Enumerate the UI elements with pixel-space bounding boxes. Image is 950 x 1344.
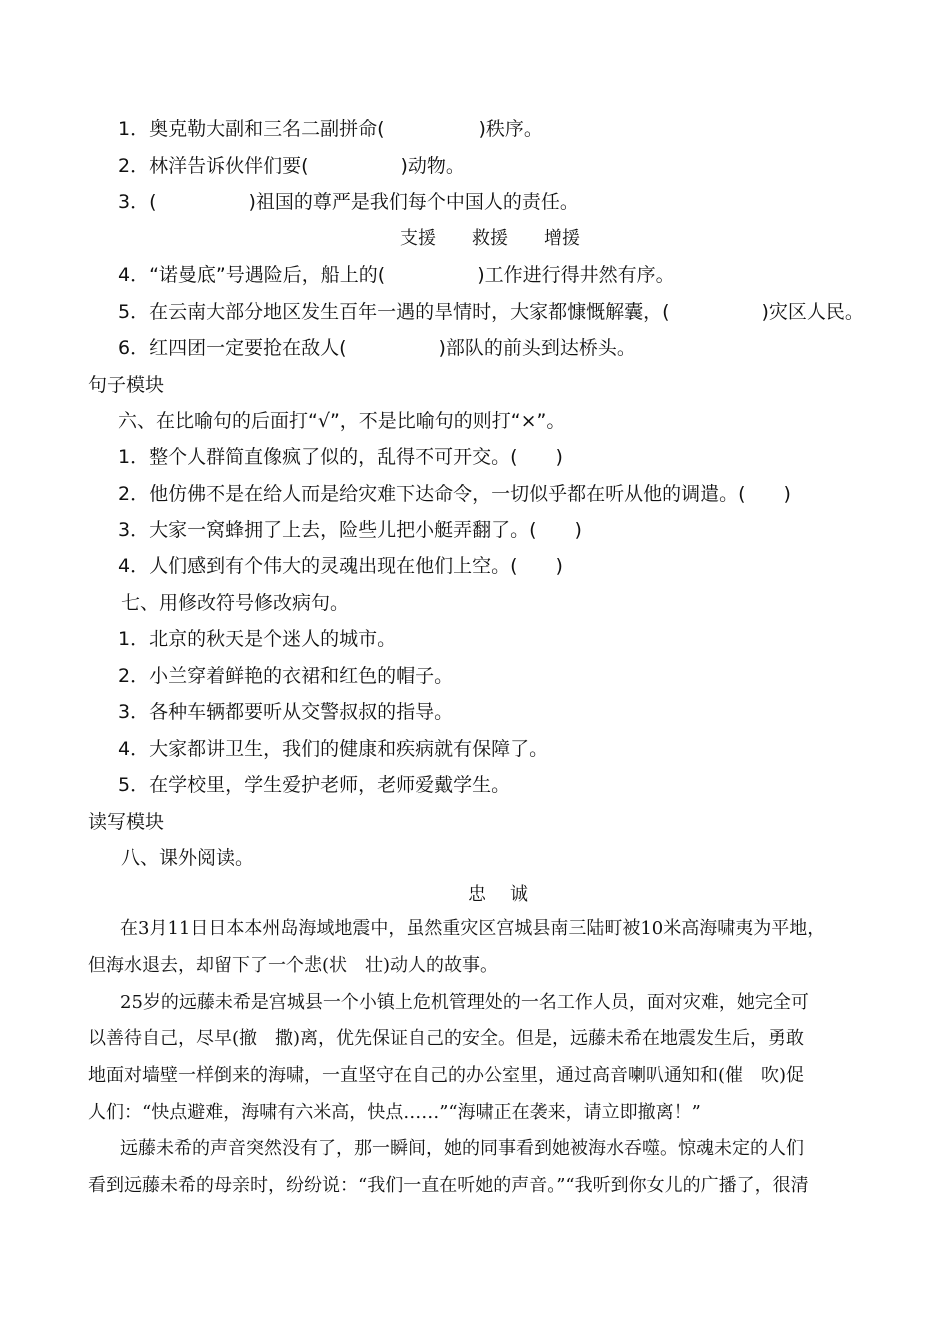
- item-text-before: 奥克勒大副和三名二副拼命(: [149, 118, 385, 140]
- item-text-before: 在云南大部分地区发生百年一遇的旱情时，大家都慷慨解囊，(: [149, 301, 670, 323]
- item-text: 大家都讲卫生，我们的健康和疾病就有保障了。: [149, 738, 549, 760]
- question-heading: 八、课外阅读。: [121, 847, 255, 869]
- article-line: 以善待自己，尽早(撤 撒)离，优先保证自己的安全。但是，远藤未希在地震发生后，勇敢: [88, 1028, 805, 1049]
- item-number: 1．: [118, 446, 150, 468]
- item-text-after: )秩序。: [478, 118, 543, 140]
- section-heading: 读写模块: [88, 811, 165, 833]
- list-item: [118, 772, 510, 798]
- item-text: 大家一窝蜂拥了上去，险些儿把小艇弄翻了。( ): [149, 519, 582, 541]
- item-number: 4．: [118, 264, 150, 286]
- list-item: [118, 517, 582, 543]
- fill-item: [118, 299, 864, 325]
- item-number: 2．: [118, 155, 150, 177]
- item-number: 5．: [118, 301, 150, 323]
- list-item: [118, 699, 453, 725]
- item-text-before: 红四团一定要抢在敌人(: [149, 337, 347, 359]
- list-item: [118, 626, 396, 652]
- list-item: [118, 663, 453, 689]
- article-title: [468, 882, 552, 908]
- word-bank-item: 支援: [400, 228, 436, 249]
- article-line: 25岁的远藤未希是宫城县一个小镇上危机管理处的一名工作人员，面对灾难，她完全可: [120, 992, 809, 1013]
- article-line: 地面对墙壁一样倒来的海啸，一直坚守在自己的办公室里，通过高音喇叭通知和(催 吹)促: [88, 1065, 805, 1086]
- item-text-after: )祖国的尊严是我们每个中国人的责任。: [248, 191, 579, 213]
- question-heading: 六、在比喻句的后面打“√”，不是比喻句的则打“×”。: [118, 410, 566, 432]
- item-text: 在学校里，学生爱护老师，老师爱戴学生。: [149, 774, 511, 796]
- word-bank-item: 救援: [472, 228, 508, 249]
- item-number: 3．: [118, 701, 150, 723]
- item-text: 整个人群简直像疯了似的，乱得不可开交。( ): [149, 446, 563, 468]
- article-line: 在3月11日日本本州岛海域地震中，虽然重灾区宫城县南三陆町被10米高海啸夷为平地，: [120, 918, 826, 939]
- list-item: [118, 736, 548, 762]
- fill-item: [118, 335, 636, 361]
- item-text: 小兰穿着鲜艳的衣裙和红色的帽子。: [149, 665, 454, 687]
- item-text: 北京的秋天是个迷人的城市。: [149, 628, 397, 650]
- article-line: 看到远藤未希的母亲时，纷纷说：“我们一直在听她的声音。”“我听到你女儿的广播了，很清: [88, 1175, 809, 1196]
- item-number: 5．: [118, 774, 150, 796]
- article-line: 远藤未希的声音突然没有了，那一瞬间，她的同事看到她被海水吞噬。惊魂未定的人们: [120, 1138, 804, 1159]
- item-number: 1．: [118, 118, 150, 140]
- list-item: [118, 444, 563, 470]
- question-heading: 七、用修改符号修改病句。: [121, 592, 350, 614]
- item-number: 1．: [118, 628, 150, 650]
- word-bank-item: 增援: [544, 228, 580, 249]
- item-number: 4．: [118, 555, 150, 577]
- item-number: 6．: [118, 337, 150, 359]
- fill-item: [118, 153, 465, 179]
- list-item: [118, 553, 563, 579]
- item-number: 2．: [118, 483, 150, 505]
- list-item: [118, 481, 791, 507]
- item-number: 3．: [118, 191, 150, 213]
- item-text-after: )部队的前头到达桥头。: [438, 337, 636, 359]
- item-number: 3．: [118, 519, 150, 541]
- article-title-char: 忠: [468, 884, 486, 905]
- article-line: 人们：“快点避难，海啸有六米高，快点……”“海啸正在袭来，请立即撤离！”: [88, 1102, 701, 1123]
- item-text-after: )动物。: [400, 155, 465, 177]
- item-text-after: )工作进行得井然有序。: [477, 264, 675, 286]
- item-text: 人们感到有个伟大的灵魂出现在他们上空。( ): [149, 555, 563, 577]
- fill-item: [118, 116, 543, 142]
- item-text: 他仿佛不是在给人而是给灾难下达命令，一切似乎都在听从他的调遣。( ): [149, 483, 791, 505]
- item-number: 2．: [118, 665, 150, 687]
- item-number: 4．: [118, 738, 150, 760]
- item-text-before: 林洋告诉伙伴们要(: [149, 155, 309, 177]
- fill-item: [118, 189, 579, 215]
- section-heading: 句子模块: [88, 374, 165, 396]
- fill-item: [118, 262, 675, 288]
- item-text-before: (: [149, 191, 157, 213]
- item-text-before: “诺曼底”号遇险后，船上的(: [149, 264, 386, 286]
- article-line: 但海水退去，却留下了一个悲(状 壮)动人的故事。: [88, 955, 499, 976]
- item-text: 各种车辆都要听从交警叔叔的指导。: [149, 701, 454, 723]
- word-bank: [400, 226, 616, 252]
- item-text-after: )灾区人民。: [761, 301, 864, 323]
- article-title-char: 诚: [510, 884, 528, 905]
